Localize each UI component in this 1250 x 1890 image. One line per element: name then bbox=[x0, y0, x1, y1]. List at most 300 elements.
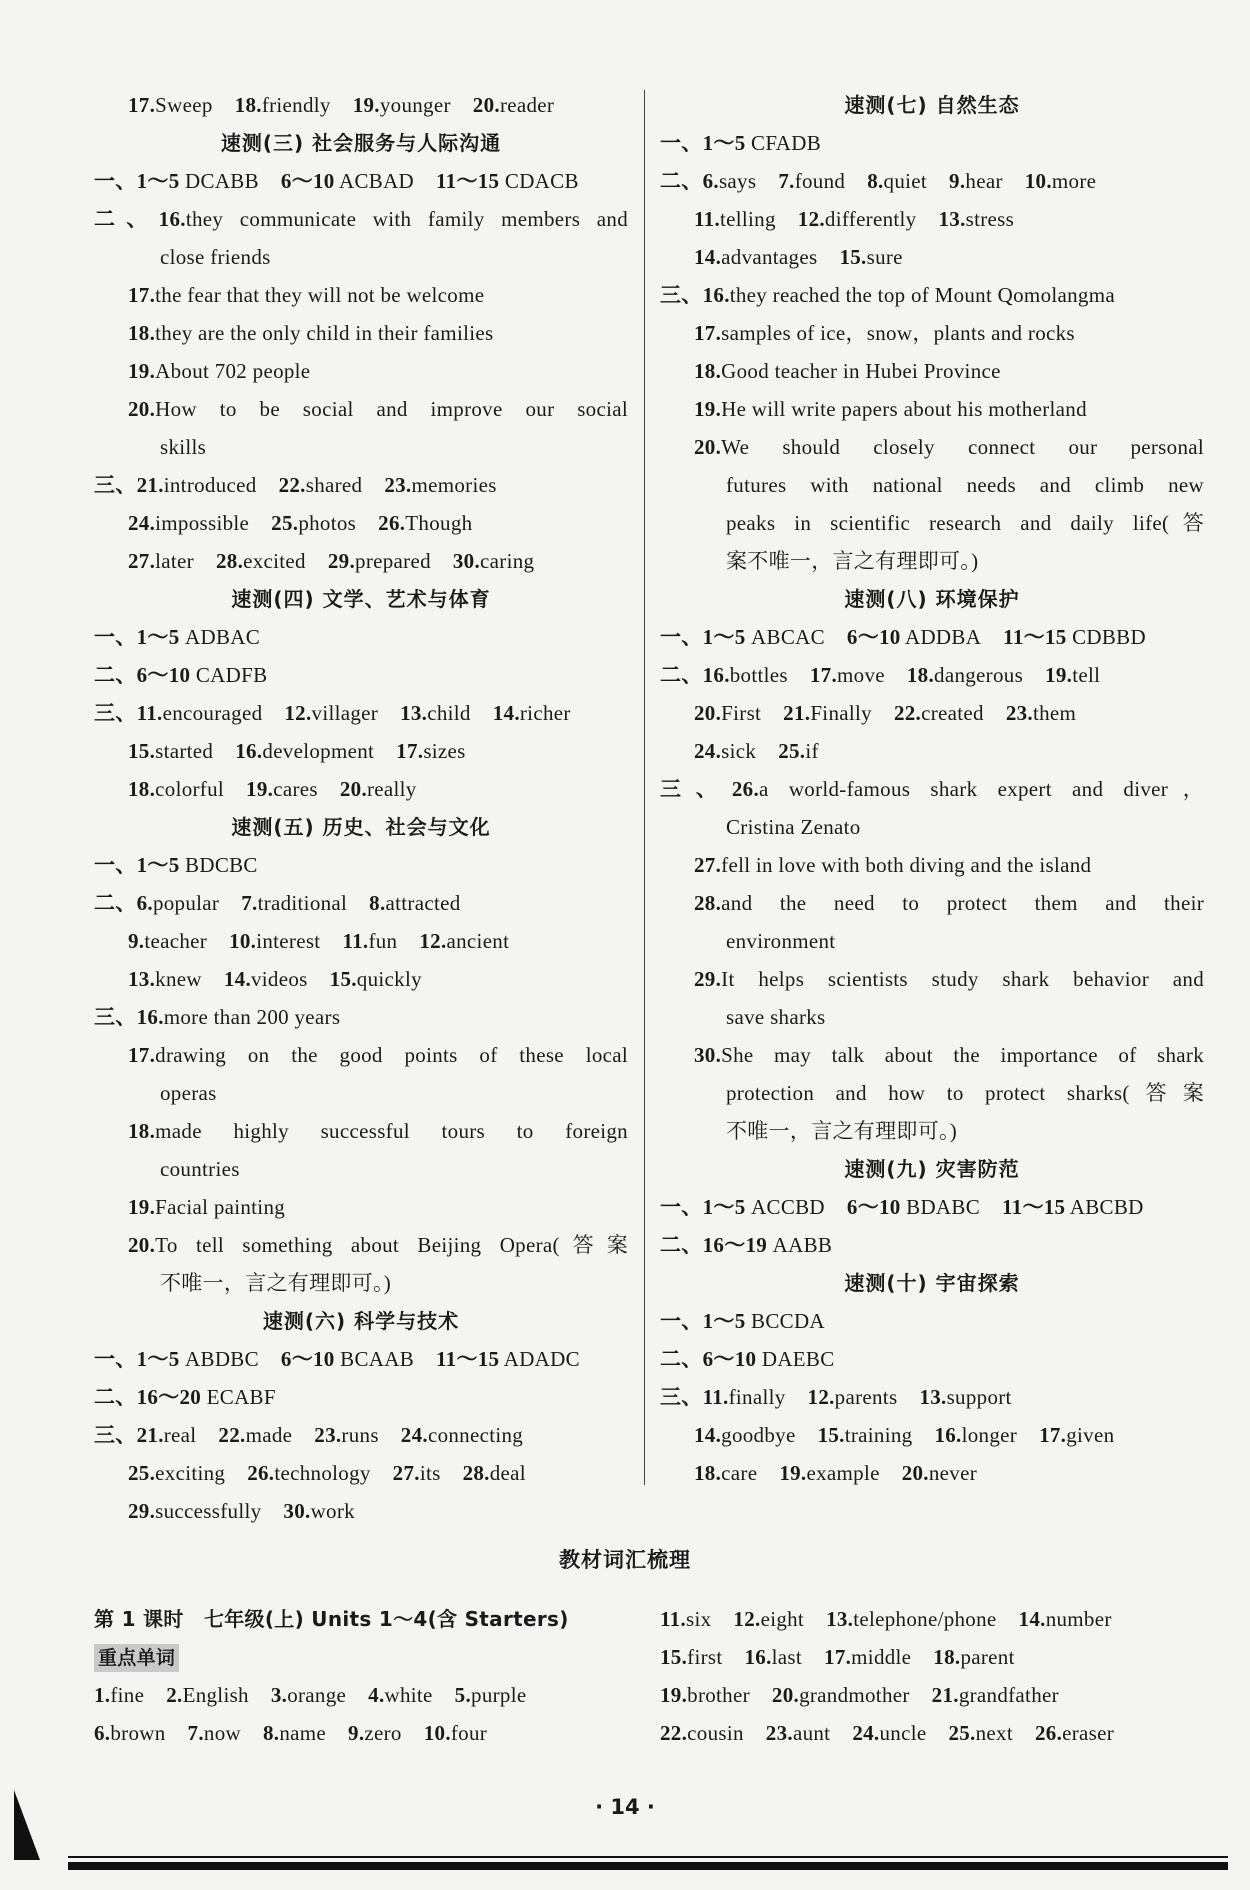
answer-text-line bbox=[94, 276, 628, 314]
item-answer: ADBAC bbox=[179, 625, 261, 649]
answer-item bbox=[128, 1499, 261, 1523]
item-number: 15. bbox=[329, 967, 357, 991]
answer-item bbox=[94, 1385, 276, 1409]
item-number: 14. bbox=[694, 245, 722, 269]
answer-line bbox=[94, 656, 628, 694]
answer-line bbox=[94, 618, 628, 656]
answer-item bbox=[396, 739, 465, 763]
item-number: 17. bbox=[1039, 1423, 1067, 1447]
test-heading: 速测(九) 灾害防范 bbox=[844, 1157, 1020, 1181]
item-answer: longer bbox=[961, 1423, 1018, 1447]
item-number: 11. bbox=[660, 1607, 686, 1631]
answer-item bbox=[384, 473, 496, 497]
item-number: 7. bbox=[778, 169, 795, 193]
answer-item bbox=[938, 207, 1014, 231]
item-number: 19. bbox=[128, 1195, 156, 1219]
answer-item bbox=[246, 777, 318, 801]
answer-item bbox=[660, 1645, 722, 1669]
answer-item bbox=[847, 625, 981, 649]
answer-item bbox=[660, 1195, 825, 1219]
item-number: 11～15 bbox=[436, 1347, 500, 1371]
item-number: 20. bbox=[694, 701, 722, 725]
answer-text-line bbox=[660, 808, 1204, 846]
item-answer: shared bbox=[305, 473, 363, 497]
item-number: 18. bbox=[128, 777, 156, 801]
item-answer: started bbox=[155, 739, 214, 763]
item-answer: DCABB bbox=[179, 169, 259, 193]
item-number: 一、1～5 bbox=[94, 1347, 180, 1371]
answer-item bbox=[694, 1423, 796, 1447]
right-answer-column bbox=[660, 86, 1204, 1492]
item-number: 25. bbox=[778, 739, 806, 763]
item-answer: ADADC bbox=[499, 1347, 580, 1371]
item-answer: says bbox=[718, 169, 757, 193]
item-answer: friendly bbox=[261, 93, 331, 117]
page-number: · 14 · bbox=[595, 1795, 655, 1819]
item-answer: made highly successful tours to foreign bbox=[155, 1119, 628, 1143]
item-answer: ABCAC bbox=[745, 625, 825, 649]
answer-item bbox=[948, 1721, 1013, 1745]
item-answer: more bbox=[1051, 169, 1097, 193]
answer-item bbox=[328, 549, 431, 573]
answer-text-line bbox=[660, 276, 1204, 314]
item-number: 18. bbox=[128, 1119, 156, 1143]
item-number: 30. bbox=[694, 1043, 722, 1067]
left-answer-column bbox=[94, 86, 628, 1530]
item-answer: support bbox=[946, 1385, 1012, 1409]
item-number: 17. bbox=[396, 739, 424, 763]
item-answer: CFADB bbox=[745, 131, 822, 155]
answer-text-line bbox=[660, 1112, 1204, 1150]
answer-item bbox=[694, 245, 817, 269]
item-answer: How to be social and improve our social bbox=[155, 397, 628, 421]
item-number: 24. bbox=[694, 739, 722, 763]
item-number: 4. bbox=[368, 1683, 385, 1707]
item-answer: English bbox=[182, 1683, 249, 1707]
answer-item bbox=[766, 1721, 831, 1745]
item-answer: Finally bbox=[810, 701, 872, 725]
item-number: 6～10 bbox=[846, 625, 901, 649]
answer-text-line bbox=[660, 390, 1204, 428]
answer-item bbox=[1039, 1423, 1114, 1447]
item-number: 23. bbox=[314, 1423, 342, 1447]
answer-item bbox=[166, 1683, 249, 1707]
answer-item bbox=[368, 1683, 433, 1707]
item-number: 28. bbox=[215, 549, 244, 573]
answer-item bbox=[733, 1607, 804, 1631]
item-answer: middle bbox=[851, 1645, 912, 1669]
item-answer: BDABC bbox=[900, 1195, 981, 1219]
answer-item bbox=[902, 1461, 977, 1485]
item-number: 8. bbox=[867, 169, 884, 193]
answer-line bbox=[660, 1378, 1204, 1416]
item-number: 19. bbox=[694, 397, 722, 421]
item-answer: differently bbox=[824, 207, 917, 231]
answer-item bbox=[660, 1607, 711, 1631]
answer-item bbox=[824, 1645, 911, 1669]
answer-item bbox=[839, 245, 902, 269]
answer-line bbox=[94, 922, 628, 960]
item-answer: introduced bbox=[163, 473, 257, 497]
item-number: 11～15 bbox=[1003, 625, 1067, 649]
item-answer: Sweep bbox=[155, 93, 213, 117]
item-number: 14. bbox=[1018, 1607, 1046, 1631]
item-number: 26. bbox=[1034, 1721, 1063, 1745]
answer-item bbox=[932, 1683, 1059, 1707]
item-number: 13. bbox=[826, 1607, 854, 1631]
item-number: 23. bbox=[765, 1721, 793, 1745]
item-answer: First bbox=[721, 701, 762, 725]
answer-text-line bbox=[660, 314, 1204, 352]
answer-item bbox=[94, 169, 259, 193]
item-number: 20. bbox=[128, 397, 156, 421]
item-number: 28. bbox=[694, 891, 722, 915]
answer-item bbox=[128, 739, 213, 763]
item-answer: close friends bbox=[160, 245, 271, 269]
item-answer: prepared bbox=[355, 549, 431, 573]
item-answer: ABCBD bbox=[1065, 1195, 1144, 1219]
answer-line bbox=[94, 884, 628, 922]
item-answer: eight bbox=[760, 1607, 805, 1631]
item-answer: samples of ice，snow，plants and rocks bbox=[721, 321, 1075, 345]
item-answer: sick bbox=[721, 739, 757, 763]
item-answer: work bbox=[310, 1499, 355, 1523]
answer-item bbox=[94, 1347, 259, 1371]
answer-item bbox=[235, 93, 331, 117]
item-answer: technology bbox=[274, 1461, 371, 1485]
item-number: 二、6. bbox=[94, 891, 153, 915]
answer-item bbox=[401, 1423, 523, 1447]
vocab-line bbox=[660, 1638, 1204, 1676]
test-heading: 速测(五) 历史、社会与文化 bbox=[231, 815, 491, 839]
item-number: 12. bbox=[419, 929, 447, 953]
item-number: 14. bbox=[694, 1423, 722, 1447]
answer-line bbox=[660, 1188, 1204, 1226]
answer-item bbox=[342, 929, 397, 953]
item-answer: deal bbox=[489, 1461, 526, 1485]
item-number: 21. bbox=[931, 1683, 959, 1707]
answer-text-line bbox=[94, 1036, 628, 1074]
answer-item bbox=[263, 1721, 326, 1745]
answer-text-line bbox=[660, 770, 1204, 808]
item-answer: if bbox=[805, 739, 819, 763]
item-answer: fun bbox=[368, 929, 398, 953]
answer-line bbox=[660, 656, 1204, 694]
item-answer: Though bbox=[405, 511, 473, 535]
item-answer: next bbox=[975, 1721, 1013, 1745]
item-answer: aunt bbox=[792, 1721, 831, 1745]
item-answer: parent bbox=[960, 1645, 1015, 1669]
item-answer: dangerous bbox=[934, 663, 1024, 687]
item-number: 30. bbox=[452, 549, 481, 573]
item-answer: environment bbox=[726, 929, 836, 953]
item-answer: 不唯一，言之有理即可。) bbox=[726, 1119, 958, 1143]
item-number: 一、1～5 bbox=[660, 625, 746, 649]
vocab-line bbox=[660, 1676, 1204, 1714]
answer-item bbox=[128, 1461, 225, 1485]
answer-line bbox=[94, 960, 628, 998]
item-number: 21. bbox=[783, 701, 811, 725]
item-number: 二、16. bbox=[94, 207, 186, 231]
answer-item bbox=[436, 1347, 580, 1371]
test-heading: 速测(十) 宇宙探索 bbox=[844, 1271, 1020, 1295]
item-answer: Good teacher in Hubei Province bbox=[721, 359, 1001, 383]
item-number: 三、16. bbox=[94, 1005, 164, 1029]
item-answer: teacher bbox=[144, 929, 208, 953]
item-number: 26. bbox=[378, 511, 406, 535]
answer-item bbox=[393, 1461, 441, 1485]
answer-line bbox=[660, 162, 1204, 200]
item-answer: bottles bbox=[729, 663, 788, 687]
answer-line bbox=[660, 1302, 1204, 1340]
item-answer: reader bbox=[499, 93, 555, 117]
item-answer: telling bbox=[720, 207, 776, 231]
item-answer: She may talk about the importance of shark bbox=[721, 1043, 1204, 1067]
answer-text-line bbox=[660, 542, 1204, 580]
item-number: 22. bbox=[893, 701, 922, 725]
answer-item bbox=[235, 739, 374, 763]
item-answer: 不唯一，言之有理即可。) bbox=[160, 1271, 392, 1295]
item-answer: tell bbox=[1072, 663, 1101, 687]
item-number: 17. bbox=[809, 663, 838, 687]
item-number: 三、16. bbox=[660, 283, 730, 307]
item-number: 一、1～5 bbox=[660, 131, 746, 155]
answer-item bbox=[1035, 1721, 1114, 1745]
item-answer: peaks in scientific research and daily life(答 bbox=[726, 511, 1204, 535]
answer-text-line bbox=[660, 884, 1204, 922]
item-number: 12. bbox=[284, 701, 312, 725]
item-number: 二、6. bbox=[660, 169, 719, 193]
answer-text-line bbox=[660, 922, 1204, 960]
item-number: 一、1～5 bbox=[94, 853, 180, 877]
item-number: 15. bbox=[660, 1645, 688, 1669]
vocab-rows-right bbox=[660, 1600, 1204, 1752]
answer-item bbox=[778, 169, 845, 193]
item-number: 23. bbox=[1005, 701, 1033, 725]
answer-item bbox=[808, 1385, 898, 1409]
answer-line bbox=[660, 1454, 1204, 1492]
answer-text-line bbox=[94, 998, 628, 1036]
item-number: 27. bbox=[392, 1461, 420, 1485]
item-answer: exciting bbox=[155, 1461, 226, 1485]
item-number: 15. bbox=[817, 1423, 845, 1447]
answer-item bbox=[660, 663, 788, 687]
item-number: 27. bbox=[694, 853, 722, 877]
answer-text-line bbox=[94, 428, 628, 466]
item-answer: It helps scientists study shark behavior and bbox=[721, 967, 1204, 991]
item-number: 15. bbox=[839, 245, 867, 269]
item-number: 19. bbox=[352, 93, 380, 117]
item-answer: He will write papers about his motherland bbox=[721, 397, 1087, 421]
item-answer: they communicate with family members and bbox=[185, 207, 628, 231]
answer-item bbox=[798, 207, 917, 231]
item-number: 17. bbox=[128, 1043, 156, 1067]
item-answer: they reached the top of Mount Qomolangma bbox=[729, 283, 1115, 307]
answer-text-line bbox=[660, 960, 1204, 998]
answer-item bbox=[852, 1721, 926, 1745]
column-divider bbox=[644, 90, 645, 1485]
item-answer: quiet bbox=[883, 169, 928, 193]
answer-item bbox=[660, 1233, 832, 1257]
item-answer: successfully bbox=[155, 1499, 262, 1523]
item-answer: knew bbox=[155, 967, 202, 991]
item-number: 17. bbox=[128, 93, 156, 117]
answer-line bbox=[94, 542, 628, 580]
item-number: 12. bbox=[733, 1607, 761, 1631]
answer-line bbox=[94, 466, 628, 504]
item-answer: four bbox=[450, 1721, 488, 1745]
item-answer: quickly bbox=[356, 967, 422, 991]
answer-item bbox=[847, 1195, 980, 1219]
item-answer: ADDBA bbox=[900, 625, 982, 649]
answer-text-line bbox=[94, 200, 628, 238]
vocab-right-block bbox=[660, 1600, 1204, 1752]
item-number: 9. bbox=[348, 1721, 365, 1745]
answer-item bbox=[1006, 701, 1076, 725]
answer-item bbox=[94, 663, 267, 687]
item-answer: attracted bbox=[385, 891, 461, 915]
item-answer: and the need to protect them and their bbox=[721, 891, 1204, 915]
item-answer: ECABF bbox=[201, 1385, 276, 1409]
item-answer: number bbox=[1045, 1607, 1112, 1631]
item-number: 25. bbox=[948, 1721, 976, 1745]
item-answer: they are the only child in their families bbox=[155, 321, 494, 345]
answer-text-line bbox=[94, 1226, 628, 1264]
item-answer: training bbox=[844, 1423, 913, 1447]
item-number: 18. bbox=[694, 1461, 722, 1485]
vocab-line bbox=[94, 1676, 628, 1714]
item-number: 11. bbox=[694, 207, 720, 231]
answer-item bbox=[340, 777, 417, 801]
item-number: 15. bbox=[128, 739, 156, 763]
item-answer: development bbox=[262, 739, 375, 763]
item-number: 20. bbox=[771, 1683, 800, 1707]
item-number: 28. bbox=[462, 1461, 490, 1485]
item-number: 22. bbox=[278, 473, 306, 497]
item-answer: futures with national needs and climb new bbox=[726, 473, 1204, 497]
item-number: 11～15 bbox=[436, 169, 500, 193]
item-answer: richer bbox=[519, 701, 571, 725]
item-number: 9. bbox=[949, 169, 966, 193]
vocab-rows-left bbox=[94, 1676, 628, 1752]
answer-item bbox=[660, 1683, 750, 1707]
item-number: 16. bbox=[934, 1423, 962, 1447]
item-answer: grandmother bbox=[799, 1683, 910, 1707]
item-number: 10. bbox=[229, 929, 257, 953]
item-number: 16. bbox=[235, 739, 263, 763]
item-answer: move bbox=[837, 663, 885, 687]
answer-text-line bbox=[94, 238, 628, 276]
answer-text-line bbox=[660, 352, 1204, 390]
answer-item bbox=[660, 1309, 825, 1333]
item-number: 8. bbox=[369, 891, 386, 915]
footer-rule bbox=[68, 1862, 1228, 1870]
answer-line bbox=[94, 86, 628, 124]
answer-item bbox=[919, 1385, 1011, 1409]
answer-item bbox=[94, 701, 262, 725]
answer-item bbox=[271, 511, 356, 535]
answer-text-line bbox=[660, 846, 1204, 884]
answer-item bbox=[128, 777, 224, 801]
answer-line bbox=[660, 1226, 1204, 1264]
answer-line bbox=[94, 770, 628, 808]
answer-item bbox=[772, 1683, 910, 1707]
item-answer: ancient bbox=[446, 929, 510, 953]
item-answer: Cristina Zenato bbox=[726, 815, 861, 839]
answer-text-line bbox=[660, 466, 1204, 504]
item-answer: them bbox=[1032, 701, 1077, 725]
answer-line bbox=[94, 1340, 628, 1378]
item-number: 27. bbox=[128, 549, 156, 573]
answer-item bbox=[463, 1461, 526, 1485]
item-answer: photos bbox=[298, 511, 357, 535]
item-answer: found bbox=[794, 169, 846, 193]
item-number: 6. bbox=[94, 1721, 111, 1745]
item-answer: white bbox=[384, 1683, 433, 1707]
tag-line bbox=[94, 1638, 628, 1676]
answer-item bbox=[826, 1607, 996, 1631]
item-number: 二、16～19 bbox=[660, 1233, 768, 1257]
answer-line bbox=[94, 732, 628, 770]
answer-item bbox=[128, 549, 194, 573]
answer-item bbox=[281, 169, 414, 193]
answer-item bbox=[660, 625, 825, 649]
answer-item bbox=[94, 473, 257, 497]
answer-line bbox=[660, 1416, 1204, 1454]
item-answer: sure bbox=[866, 245, 903, 269]
item-number: 26. bbox=[247, 1461, 275, 1485]
answer-item bbox=[660, 1385, 786, 1409]
item-number: 19. bbox=[246, 777, 274, 801]
item-number: 19. bbox=[128, 359, 156, 383]
item-answer: uncle bbox=[879, 1721, 927, 1745]
item-answer: goodbye bbox=[721, 1423, 796, 1447]
answer-item bbox=[419, 929, 509, 953]
item-number: 6～10 bbox=[846, 1195, 901, 1219]
item-number: 22. bbox=[218, 1423, 246, 1447]
item-number: 2. bbox=[166, 1683, 183, 1707]
item-number: 29. bbox=[694, 967, 722, 991]
item-number: 1. bbox=[94, 1683, 111, 1707]
item-answer: CDBBD bbox=[1066, 625, 1146, 649]
answer-item bbox=[330, 967, 422, 991]
answer-line bbox=[660, 1340, 1204, 1378]
answer-item bbox=[128, 511, 249, 535]
item-answer: sizes bbox=[423, 739, 466, 763]
section-title: 教材词汇梳理 bbox=[559, 1548, 691, 1572]
answer-item bbox=[348, 1721, 402, 1745]
answer-item bbox=[1025, 169, 1097, 193]
test-heading: 速测(七) 自然生态 bbox=[844, 93, 1020, 117]
answer-item bbox=[907, 663, 1023, 687]
item-answer: more than 200 years bbox=[163, 1005, 341, 1029]
item-number: 13. bbox=[400, 701, 428, 725]
item-answer: given bbox=[1066, 1423, 1115, 1447]
item-number: 29. bbox=[327, 549, 356, 573]
item-answer: stress bbox=[965, 207, 1015, 231]
item-number: 13. bbox=[128, 967, 156, 991]
answer-line bbox=[660, 200, 1204, 238]
vocab-left-block bbox=[94, 1600, 628, 1752]
item-answer: operas bbox=[160, 1081, 217, 1105]
item-number: 14. bbox=[492, 701, 520, 725]
item-number: 25. bbox=[271, 511, 299, 535]
answer-item bbox=[778, 739, 819, 763]
item-number: 二、16. bbox=[660, 663, 730, 687]
answer-item bbox=[378, 511, 472, 535]
answer-text-line bbox=[94, 1150, 628, 1188]
answer-item bbox=[455, 1683, 527, 1707]
